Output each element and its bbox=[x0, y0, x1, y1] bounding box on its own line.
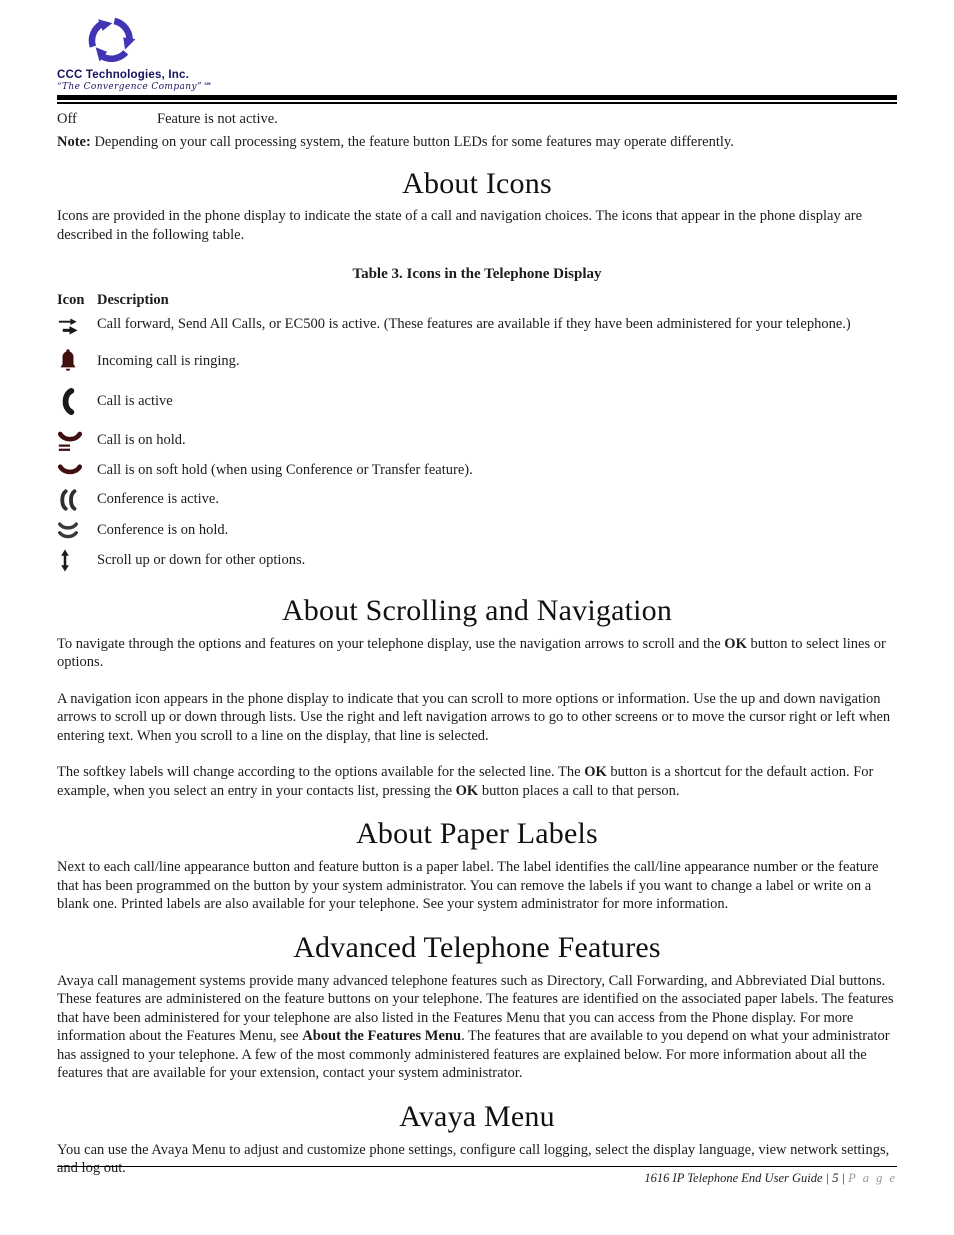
icon-description: Conference is on hold. bbox=[97, 521, 229, 538]
icon-description: Call is on hold. bbox=[97, 432, 186, 449]
section-title-about-icons: About Icons bbox=[402, 167, 552, 200]
table-header-row bbox=[57, 292, 897, 309]
table-row bbox=[57, 549, 897, 572]
led-status-row bbox=[57, 110, 897, 129]
icon-description: Call forward, Send All Calls, or EC500 is active. (These features are available if they have been administered for your telephone.) bbox=[97, 316, 851, 332]
page-footer bbox=[57, 1166, 897, 1186]
swirl-logo-icon bbox=[83, 12, 139, 68]
table-row bbox=[57, 387, 897, 416]
table-row bbox=[57, 428, 897, 453]
icon-description: Call is on soft hold (when using Conference or Transfer feature). bbox=[97, 462, 473, 478]
section-title-avaya-menu: Avaya Menu bbox=[399, 1099, 555, 1133]
scrolling-paragraph-2: A navigation icon appears in the phone display to indicate that you can scroll to more options or information. Use the up and down navigation arrows to scroll up or down through lists. Use the right and left navigation arrows to go to other screens or to move the cursor right or left when entering text. When you scroll to a line on the display, that line is selected. bbox=[57, 690, 891, 744]
ringing-bell-icon bbox=[57, 348, 97, 374]
company-name: CCC Technologies, Inc. bbox=[57, 69, 189, 81]
table-row bbox=[57, 520, 897, 541]
paper-labels-paragraph: Next to each call/line appearance button and feature button is a paper label. The label identifies the call/line appearance number or the feature that has been programmed on the button by your system administrator. You can remove the labels if you want to change a label or write on a blank one. Printed labels are also available for your telephone. See your system administrator for more information. bbox=[57, 859, 879, 912]
call-hold-handset-icon bbox=[57, 428, 97, 453]
header-double-rule bbox=[57, 95, 897, 104]
scroll-up-down-icon bbox=[57, 549, 97, 572]
table-row bbox=[57, 315, 897, 338]
scrolling-paragraph-1: To navigate through the options and features on your telephone display, use the navigation arrows to scroll and the OK button to select lines or options. bbox=[57, 635, 886, 670]
company-tagline: “The Convergence Company”℠ bbox=[57, 82, 212, 92]
footer-text: 1616 IP Telephone End User Guide | 5 | P a g e bbox=[644, 1171, 897, 1185]
page-indicator: P a g e bbox=[848, 1171, 897, 1185]
icon-description: Incoming call is ringing. bbox=[97, 352, 240, 369]
table-caption: Table 3. Icons in the Telephone Display bbox=[352, 266, 602, 282]
section-title-paper-labels: About Paper Labels bbox=[356, 817, 598, 850]
section-title-scrolling-navigation: About Scrolling and Navigation bbox=[281, 593, 673, 627]
avaya-menu-paragraph: You can use the Avaya Menu to adjust and customize phone settings, configure call logging, select the display language, view network settings, and log out. bbox=[57, 1141, 890, 1176]
table-row bbox=[57, 348, 897, 374]
table-row bbox=[57, 488, 897, 512]
about-icons-paragraph: Icons are provided in the phone display to indicate the state of a call and navigation choices. The icons that appear in the phone display are described in the following table. bbox=[57, 208, 863, 243]
note-text: Note: Depending on your call processing system, the feature button LEDs for some features may operate differently. bbox=[57, 133, 734, 150]
conference-hold-icon bbox=[57, 520, 97, 541]
call-forward-arrows-icon bbox=[57, 315, 97, 338]
icon-description: Call is active bbox=[97, 393, 173, 410]
icon-description: Scroll up or down for other options. bbox=[97, 551, 306, 568]
table-row bbox=[57, 461, 897, 480]
conference-active-icon bbox=[57, 488, 97, 512]
footer-rule bbox=[57, 1166, 897, 1167]
soft-hold-handset-icon bbox=[57, 462, 97, 478]
led-status-description: Feature is not active. bbox=[157, 111, 278, 127]
section-title-advanced-features: Advanced Telephone Features bbox=[293, 930, 661, 964]
table-header-description: Description bbox=[97, 292, 169, 308]
led-status-term: Off bbox=[57, 111, 77, 127]
company-logo-block bbox=[57, 0, 227, 92]
active-call-handset-icon bbox=[57, 387, 97, 416]
icon-description: Conference is active. bbox=[97, 491, 219, 508]
table-header-icon: Icon bbox=[57, 292, 85, 308]
advanced-features-paragraph: Avaya call management systems provide many advanced telephone features such as Directory, Call Forwarding, and Abbreviated Dial buttons. These features are administered on the feature buttons on your telephone. The features are identified on the associated paper labels. The features that have been administered for your telephone are also listed in the Features Menu that you can access from the Phone display. For more information about the Features Menu, see About the Features Menu. The features that are available to you depend on what your administrator has assigned to your telephone. A few of the most commonly administered features are explained below. For more information about all the features that are available for your extension, contact your system administrator. bbox=[57, 972, 894, 1081]
scrolling-paragraph-3: The softkey labels will change according to the options available for the selected line. The OK button is a shortcut for the default action. For example, when you select an entry in your contacts list, pressing the OK button places a call to that person. bbox=[57, 764, 874, 799]
